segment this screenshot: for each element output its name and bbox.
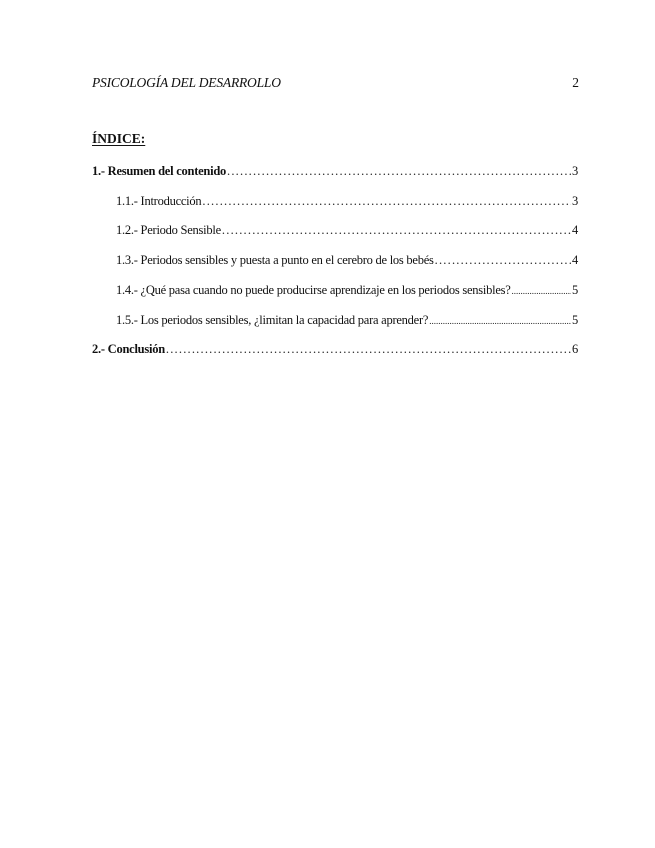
dot-leader xyxy=(202,194,571,209)
toc-entry-page: 6 xyxy=(572,342,578,356)
dot-leader xyxy=(435,253,571,268)
running-title: PSICOLOGÍA DEL DESARROLLO xyxy=(92,75,281,90)
toc-entry-page: 4 xyxy=(572,253,578,267)
toc-entry xyxy=(92,164,578,182)
toc-entry xyxy=(116,194,578,212)
dot-leader xyxy=(166,342,571,357)
toc-entry-label: 1.3.- Periodos sensibles y puesta a punto en el cerebro de los bebés xyxy=(116,253,434,267)
running-header xyxy=(92,75,579,93)
toc-entry xyxy=(116,223,578,241)
toc-entry-page: 5 xyxy=(572,313,578,327)
toc-heading: ÍNDICE: xyxy=(92,131,146,146)
toc-entry-page: 4 xyxy=(572,223,578,237)
toc-entry xyxy=(116,253,578,271)
dot-leader xyxy=(222,223,571,238)
dot-leader xyxy=(512,286,571,296)
toc-entry-label: 1.1.- Introducción xyxy=(116,194,202,208)
dot-leader xyxy=(227,164,571,179)
toc-entry xyxy=(116,313,578,331)
toc-entry-label: 1.4.- ¿Qué pasa cuando no puede producirse aprendizaje en los periodos sensibles? xyxy=(116,283,511,297)
dot-leader xyxy=(429,316,571,326)
toc-entry-label: 1.2.- Periodo Sensible xyxy=(116,223,221,237)
toc-entry-label: 2.- Conclusión xyxy=(92,342,165,356)
toc-entry-page: 3 xyxy=(572,194,578,208)
toc-entry-label: 1.- Resumen del contenido xyxy=(92,164,227,178)
page-number: 2 xyxy=(572,75,579,90)
toc-entry xyxy=(92,342,578,360)
toc-entry-page: 5 xyxy=(572,283,578,297)
toc-entry-label: 1.5.- Los periodos sensibles, ¿limitan la capacidad para aprender? xyxy=(116,313,429,327)
toc-entry xyxy=(116,283,578,301)
toc-entry-page: 3 xyxy=(572,164,578,178)
